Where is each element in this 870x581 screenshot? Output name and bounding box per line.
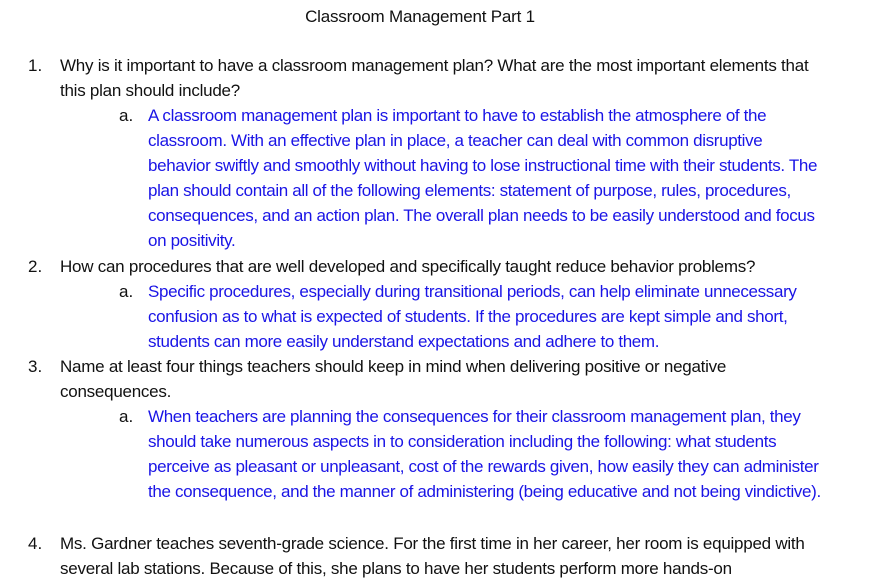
question-text: Why is it important to have a classroom management plan? What are the most important elements that this plan should include? bbox=[60, 56, 809, 100]
question-text: Name at least four things teachers should keep in mind when delivering positive or negative consequences. bbox=[60, 357, 727, 401]
answer-text: A classroom management plan is important to have to establish the atmosphere of the classroom. With an effective plan in place, a teacher can deal with common disruptive behavior swiftly and smoothly without having to lose instructional time with their students. The plan should contain all of the following elements: statement of purpose, rules, procedures, consequences, and an action plan. The overall plan needs to be easily understood and focus on positivity. bbox=[148, 106, 818, 250]
question-number: 1. bbox=[28, 56, 43, 75]
question-number: 3. bbox=[28, 357, 43, 376]
answer-text: Specific procedures, especially during transitional periods, can help eliminate unnecessary confusion as to what is expected of students. If the procedures are kept simple and short, students can more easily understand expectations and adhere to them. bbox=[148, 282, 797, 351]
question-number: 4. bbox=[28, 534, 43, 553]
answer-letter: a. bbox=[119, 282, 134, 301]
answer-letter: a. bbox=[119, 407, 134, 426]
question-text: How can procedures that are well developed and specifically taught reduce behavior problems? bbox=[60, 257, 756, 276]
answer-text: When teachers are planning the consequences for their classroom management plan, they should take numerous aspects in to consideration including the following: what students perceive as pleasant or unpleasant, cost of the rewards given, how easily they can administer the consequence, and the manner of administering (being educative and not being vindictive). bbox=[148, 407, 821, 501]
answer-letter: a. bbox=[119, 106, 134, 125]
question-text: Ms. Gardner teaches seventh-grade science. For the first time in her career, her room is equipped with several lab stations. Because of this, she plans to have her students perform more hands-on bbox=[60, 534, 805, 578]
document-title: Classroom Management Part 1 bbox=[305, 7, 535, 26]
question-number: 2. bbox=[28, 257, 43, 276]
